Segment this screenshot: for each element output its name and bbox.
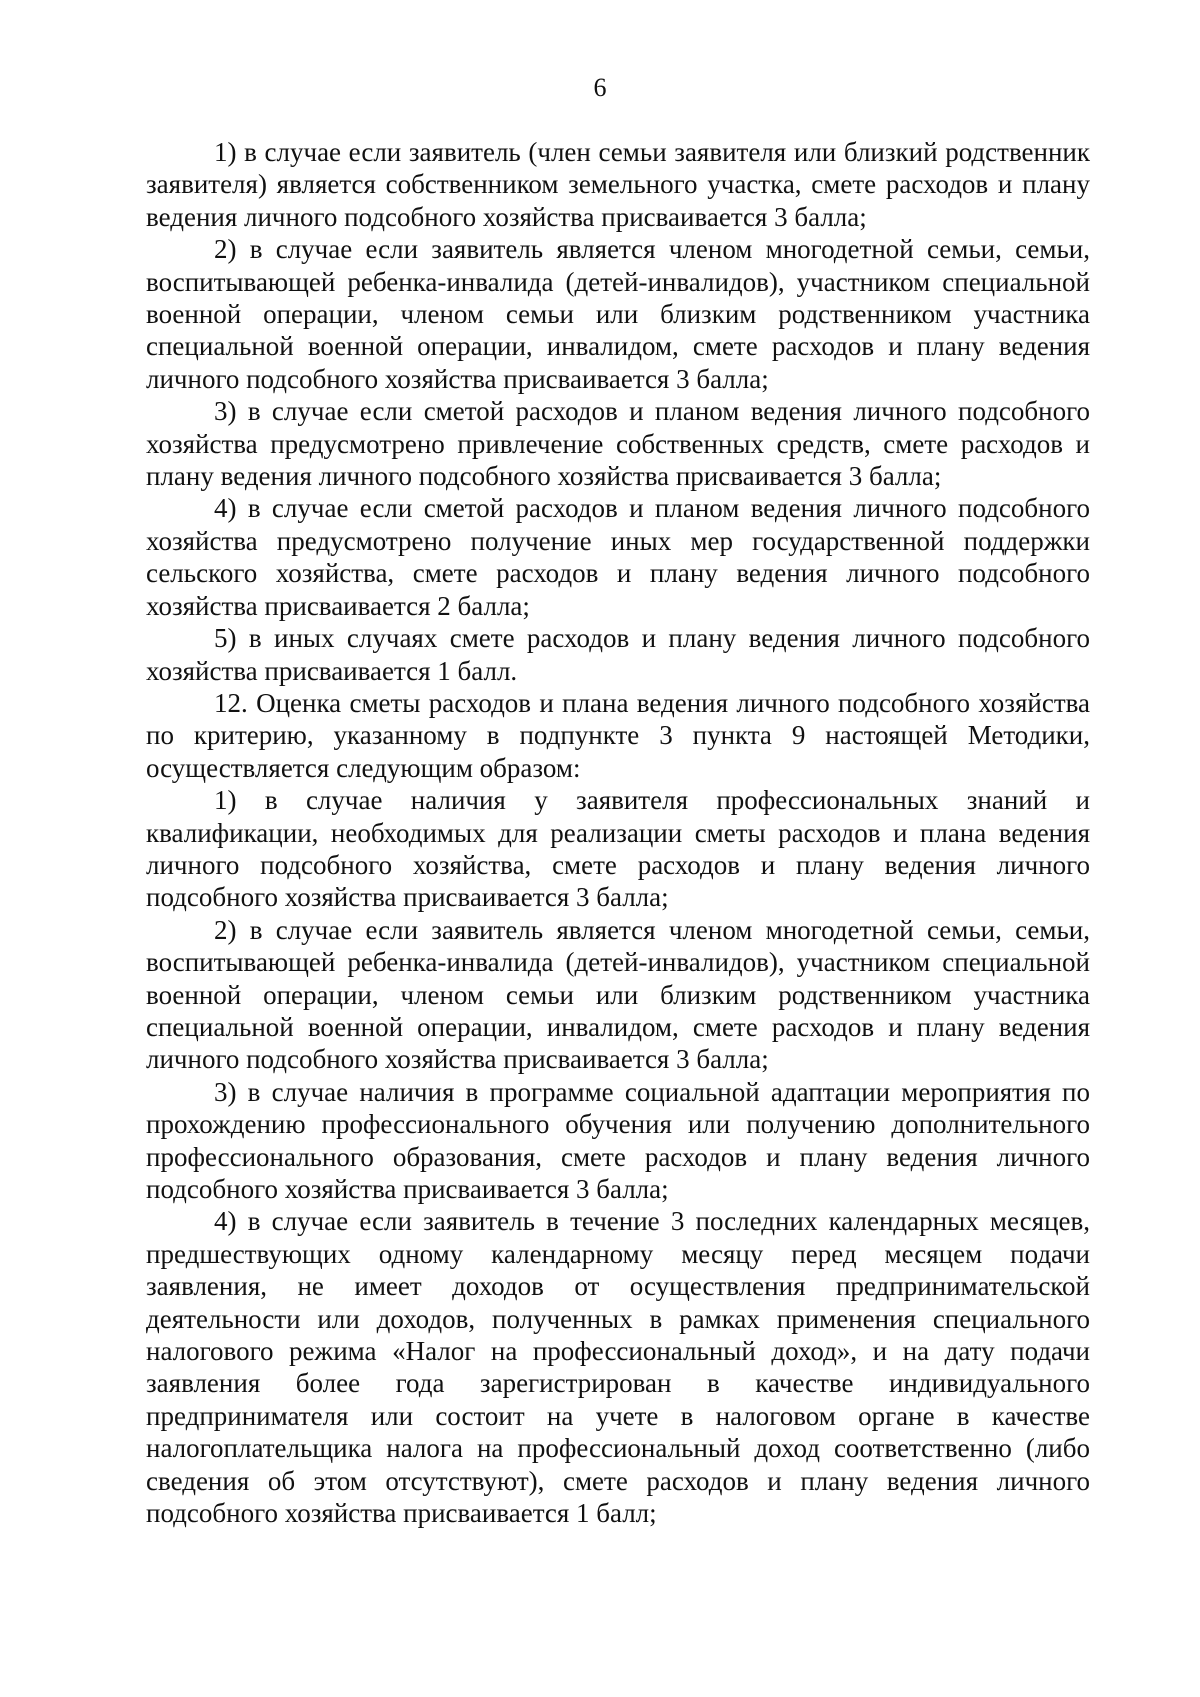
paragraph-12: 12. Оценка сметы расходов и плана ведения личного подсобного хозяйства по критерию, указанному в подпункте 3 пункта 9 настоящей Методики, осуществляется следующим образом: [146, 687, 1090, 783]
paragraph-11-2: 2) в случае если заявитель является членом многодетной семьи, семьи, воспитывающей ребенка-инвалида (детей-инвалидов), участником специальной военной операции, членом семьи или близким родственником участника специальной военной операции, инвалидом, смете расходов и плану ведения личного подсобного хозяйства присваивается 3 балла; [146, 234, 1090, 394]
paragraph-11-4: 4) в случае если сметой расходов и планом ведения личного подсобного хозяйства предусмотрено получение иных мер государственной поддержки сельского хозяйства, смете расходов и плану ведения личного подсобного хозяйства присваивается 2 балла; [146, 493, 1090, 621]
paragraph-12-2: 2) в случае если заявитель является членом многодетной семьи, семьи, воспитывающей ребенка-инвалида (детей-инвалидов), участником специальной военной операции, членом семьи или близким родственником участника специальной военной операции, инвалидом, смете расходов и плану ведения личного подсобного хозяйства присваивается 3 балла; [146, 914, 1090, 1075]
paragraph-12-4: 4) в случае если заявитель в течение 3 последних календарных месяцев, предшествующих одному календарному месяцу перед месяцем подачи заявления, не имеет доходов от осуществления предпринимательской деятельности или доходов, полученных в рамках применения специального налогового режима «Налог на профессиональный доход», и на дату подачи заявления более года зарегистрирован в качестве индивидуального предпринимателя или состоит на учете в налоговом органе в качестве налогоплательщика налога на профессиональный доход соответственно (либо сведения об этом отсутствуют), смете расходов и плану ведения личного подсобного хозяйства присваивается 1 балл; [146, 1206, 1090, 1529]
page-number: 6 [593, 73, 607, 102]
document-body [146, 136, 1090, 1529]
paragraph-12-1: 1) в случае наличия у заявителя профессиональных знаний и квалификации, необходимых для реализации сметы расходов и плана ведения личного подсобного хозяйства, смете расходов и плану ведения личного подсобного хозяйства присваивается 3 балла; [146, 785, 1090, 913]
paragraph-12-3: 3) в случае наличия в программе социальной адаптации мероприятия по прохождению профессионального обучения или получению дополнительного профессионального образования, смете расходов и плану ведения личного подсобного хозяйства присваивается 3 балла; [146, 1076, 1090, 1204]
paragraph-11-5: 5) в иных случаях смете расходов и плану ведения личного подсобного хозяйства присваивается 1 балл. [146, 623, 1090, 686]
paragraph-11-3: 3) в случае если сметой расходов и планом ведения личного подсобного хозяйства предусмотрено привлечение собственных средств, смете расходов и плану ведения личного подсобного хозяйства присваивается 3 балла; [146, 396, 1090, 492]
paragraph-11-1: 1) в случае если заявитель (член семьи заявителя или близкий родственник заявителя) является собственником земельного участка, смете расходов и плану ведения личного подсобного хозяйства присваивается 3 балла; [146, 137, 1090, 232]
